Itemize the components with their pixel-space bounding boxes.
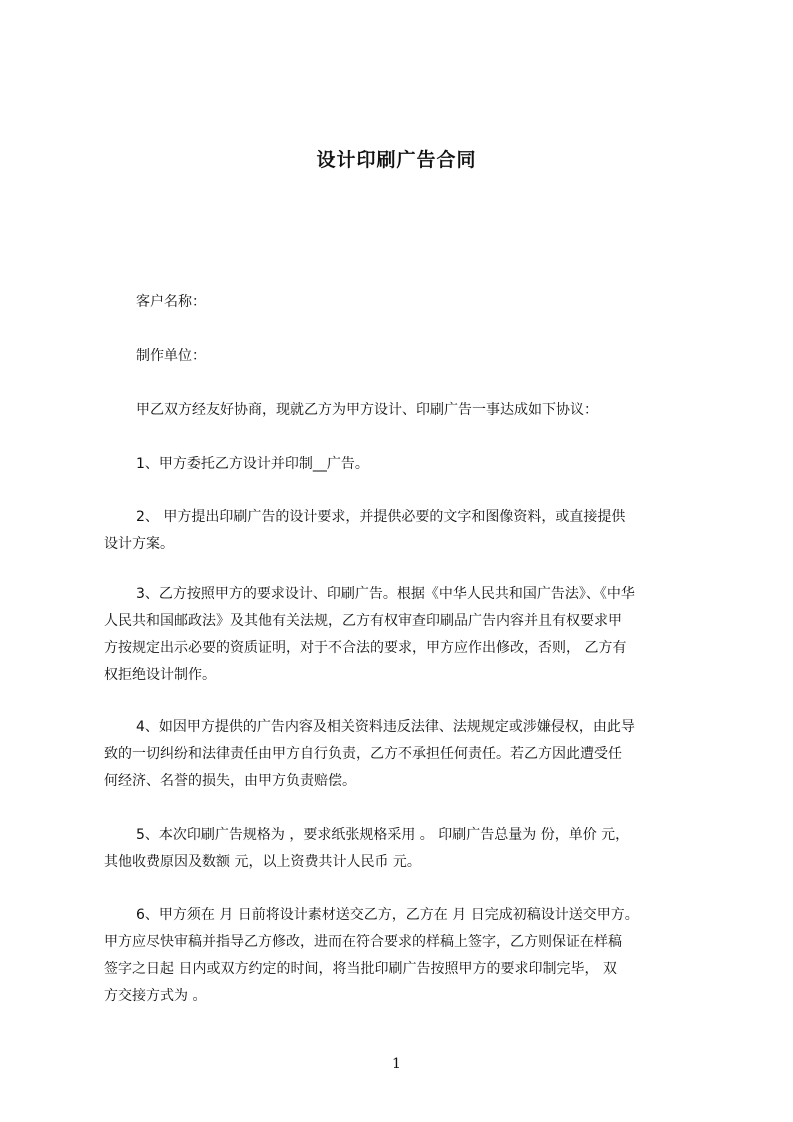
clause-4-line-3: 何经济、名誉的损失，由甲方负责赔偿。	[104, 773, 356, 789]
clause-4-line-1: 4、如因甲方提供的广告内容及相关资料违反法律、法规规定或涉嫌侵权，由此导	[136, 719, 635, 735]
clause-6-line-1: 6、甲方须在 月 日前将设计素材送交乙方，乙方在 月 日完成初稿设计送交甲方。	[136, 907, 639, 923]
clause-4-line-2: 致的一切纠纷和法律责任由甲方自行负责，乙方不承担任何责任。若乙方因此遭受任	[104, 746, 622, 762]
clause-6-line-4: 方交接方式为 。	[104, 988, 207, 1004]
intro-paragraph: 甲乙双方经友好协商，现就乙方为甲方设计、印刷广告一事达成如下协议：	[136, 402, 598, 418]
clause-5-line-2: 其他收费原因及数额 元，以上资费共计人民币 元。	[104, 854, 421, 870]
clause-3-line-4: 权拒绝设计制作。	[104, 667, 216, 683]
producer-label: 制作单位：	[136, 348, 206, 364]
clause-6-line-3: 签字之日起 日内或双方约定的时间，将当批印刷广告按照甲方的要求印制完毕， 双	[104, 961, 617, 977]
clause-5-line-1: 5、本次印刷广告规格为 ，要求纸张规格采用 。 印刷广告总量为 份，单价 元，	[136, 827, 630, 843]
clause-3-line-1: 3、乙方按照甲方的要求设计、印刷广告。根据《中华人民共和国广告法》、《中华	[136, 586, 635, 602]
clause-6-line-2: 甲方应尽快审稿并指导乙方修改，进而在符合要求的样稿上签字，乙方则保证在样稿	[104, 934, 622, 950]
clause-3-line-2: 人民共和国邮政法》及其他有关法规，乙方有权审查印刷品广告内容并且有权要求甲	[104, 613, 622, 629]
customer-name-label: 客户名称：	[136, 294, 206, 310]
page-number: 1	[392, 1056, 401, 1072]
clause-1: 1、甲方委托乙方设计并印制__广告。	[136, 456, 369, 472]
document-title: 设计印刷广告合同	[316, 149, 477, 171]
clause-2-line-1: 2、 甲方提出印刷广告的设计要求，并提供必要的文字和图像资料，或直接提供	[136, 509, 626, 525]
clause-3-line-3: 方按规定出示必要的资质证明，对于不合法的要求，甲方应作出修改，否则， 乙方有	[104, 640, 627, 656]
clause-2-line-2: 设计方案。	[104, 536, 174, 552]
